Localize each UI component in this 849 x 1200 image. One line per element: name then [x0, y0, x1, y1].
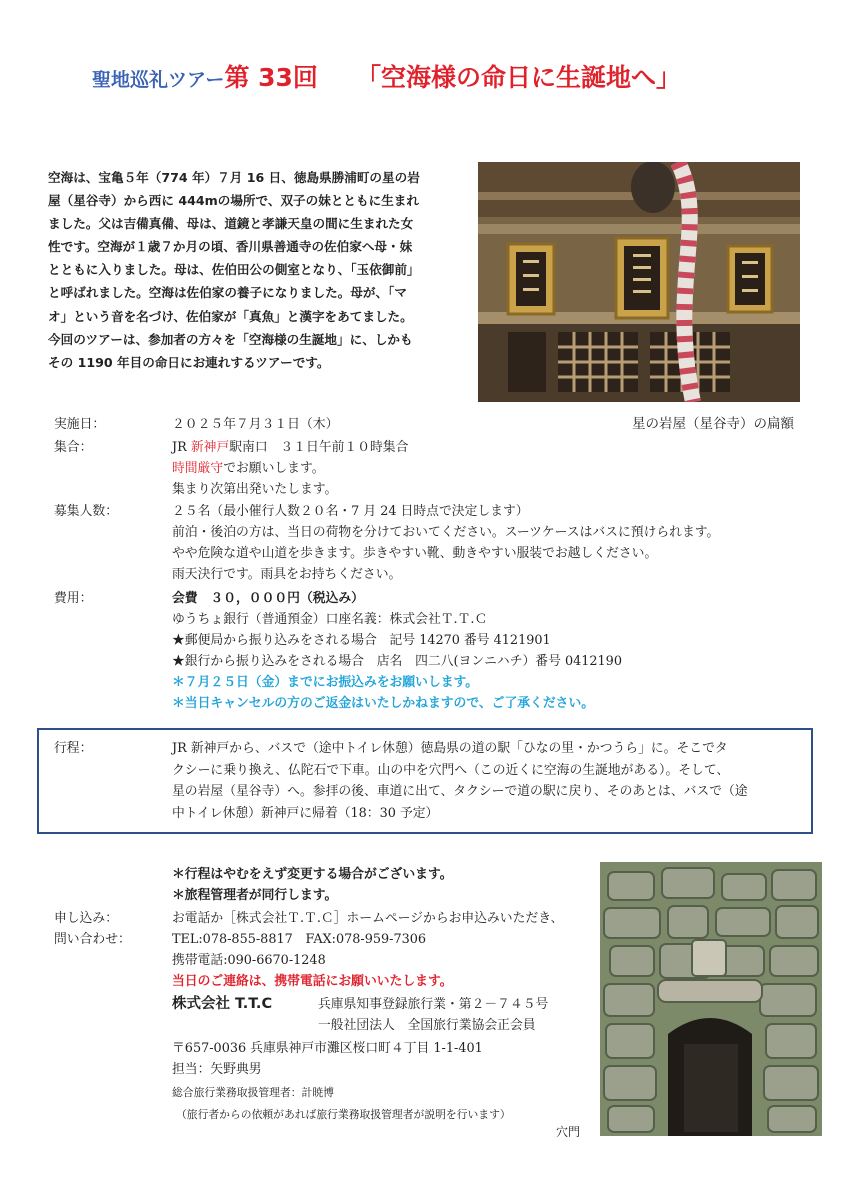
meeting-time: 駅南口 ３１日午前１０時集合	[229, 440, 409, 455]
cancellation-note: ＊当日キャンセルの方のご返金はいたしかねますので、ご了承ください。	[172, 696, 595, 711]
intro-line: とともに入りました。母は、佐伯田公の側室となり、「玉依御前」	[48, 262, 420, 278]
intro-line: 今回のツアーは、参加者の方々を「空海様の生誕地」に、しかも	[48, 331, 413, 347]
apply-label: 申し込み：	[54, 911, 118, 926]
contact-labels	[54, 908, 131, 950]
meeting-station: 新神戸	[190, 440, 230, 455]
itinerary-line: 星の岩屋（星谷寺）へ。参拝の後、車道に出て、タクシーで道の駅に戻り、そのあとは、バスで（途	[172, 784, 748, 799]
itinerary-details	[172, 738, 748, 824]
date-label: 実施日：	[54, 417, 106, 432]
tour-number: 第 33回	[224, 63, 318, 92]
page-title	[92, 58, 681, 94]
tel-fax: TEL:078-855-8817 FAX:078-959-7306	[172, 932, 427, 947]
staff-name: 担当：矢野典男	[172, 1062, 262, 1077]
date-value: ２０２５年７月３１日（木）	[172, 417, 339, 432]
intro-line: 性です。空海が１歳７か月の頃、香川県善通寺の佐伯家へ母・妹	[48, 239, 413, 255]
intro-line: その 1190 年目の命日にお連れするツアーです。	[48, 354, 330, 370]
contact-details	[172, 908, 563, 992]
punctuality-note: 時間厳守	[172, 461, 224, 476]
intro-line: と呼ばれました。空海は佐伯家の養子になりました。母が、「マ	[48, 285, 407, 301]
intro-line: 空海は、宝亀５年（774 年）７月 16 日、徳島県勝浦町の星の岩	[48, 170, 420, 185]
itinerary-label: 行程：	[54, 741, 93, 756]
luggage-note: 前泊・後泊の方は、当日の荷物を分けておいてください。スーツケースはバスに預けられます。	[172, 525, 720, 540]
notes	[172, 864, 453, 906]
urgent-contact-note: 当日のご連絡は、携帯電話にお願いいたします。	[172, 974, 453, 989]
capacity-count: ２５名（最小催行人数２０名・7 月 24 日時点で決定します）	[172, 504, 529, 519]
capacity-details	[172, 501, 719, 585]
tour-series: 聖地巡礼ツアー	[92, 69, 225, 91]
fee-label: 費用：	[54, 591, 93, 606]
intro-line: 屋（星谷寺）から西に 444mの場所で、双子の妹とともに生まれ	[48, 193, 419, 209]
itinerary-line: クシーに乗り換え、仏陀石で下車。山の中を穴門へ（この近くに空海の生誕地がある）。そして、	[172, 762, 730, 778]
change-note: ＊行程はやむをえず変更する場合がございます。	[172, 867, 453, 882]
manager-note: ＊旅程管理者が同行します。	[172, 888, 338, 903]
company-name: 株式会社 T.T.C	[172, 996, 273, 1012]
address: 〒657-0036 兵庫県神戸市灘区桜口町４丁目 1-1-401	[172, 1041, 483, 1056]
fee-details	[172, 588, 622, 714]
intro-line: オ」という音を名づけ、佐伯家が「真魚」と漢字をあてました。	[48, 308, 413, 324]
mobile-phone: 携帯電話:090-6670-1248	[172, 953, 326, 968]
fee-amount: 会費 ３０，０００円（税込み）	[172, 591, 364, 606]
travel-manager: 総合旅行業務取扱管理者：計暁博	[172, 1086, 334, 1099]
departure-note: 集まり次第出発いたします。	[172, 482, 338, 497]
apply-method: お電話か［株式会社Ｔ.Ｔ.Ｃ］ホームページからお申込みいただき、	[172, 911, 564, 926]
registration-number: 兵庫県知事登録旅行業・第２－７４５号	[318, 997, 549, 1012]
address-block	[172, 1038, 483, 1080]
bank-transfer: ★銀行から振り込みをされる場合 店名 四二八(ヨンニハチ）番号 0412190	[172, 654, 622, 669]
company-registration	[318, 994, 548, 1036]
meeting-jr: JR	[172, 440, 191, 455]
meeting-details	[172, 437, 408, 500]
inquiry-label: 問い合わせ：	[54, 932, 131, 947]
itinerary-line: 中トイレ休憩）新神戸に帰着（18：30 予定）	[172, 805, 439, 821]
payment-deadline: ＊７月２５日（金）までにお振込みをお願いします。	[172, 675, 479, 690]
association-membership: 一般社団法人 全国旅行業協会正会員	[318, 1018, 536, 1033]
punctuality-rest: でお願いします。	[223, 461, 325, 476]
anamon-cave-photo	[600, 862, 822, 1136]
photo-caption-temple: 星の岩屋（星谷寺）の扁額	[632, 416, 794, 432]
itinerary-line: JR 新神戸から、バスで（途中トイレ休憩）徳島県の道の駅「ひなの里・かつうら」に。そこでタ	[172, 741, 728, 756]
travel-manager-note: （旅行者からの依頼があれば旅行業務取扱管理者が説明を行います）	[176, 1108, 511, 1121]
photo-caption-cave: 穴門	[556, 1125, 581, 1139]
meeting-label: 集合：	[54, 440, 93, 455]
intro-paragraph	[48, 166, 458, 374]
capacity-label: 募集人数：	[54, 504, 118, 519]
footwear-note: やや危険な道や山道を歩きます。歩きやすい靴、動きやすい服装でお越しください。	[172, 546, 658, 561]
rain-note: 雨天決行です。雨具をお持ちください。	[172, 567, 402, 582]
postal-transfer: ★郵便局から振り込みをされる場合 記号 14270 番号 4121901	[172, 633, 551, 648]
tour-theme: 「空海様の命日に生誕地へ」	[355, 63, 681, 92]
temple-plaques-photo	[478, 162, 800, 402]
bank-account: ゆうちょ銀行（普通預金）口座名義：株式会社Ｔ.Ｔ.Ｃ	[172, 612, 488, 627]
intro-line: ました。父は吉備真備、母は、道鏡と孝謙天皇の間に生まれた女	[48, 216, 414, 232]
